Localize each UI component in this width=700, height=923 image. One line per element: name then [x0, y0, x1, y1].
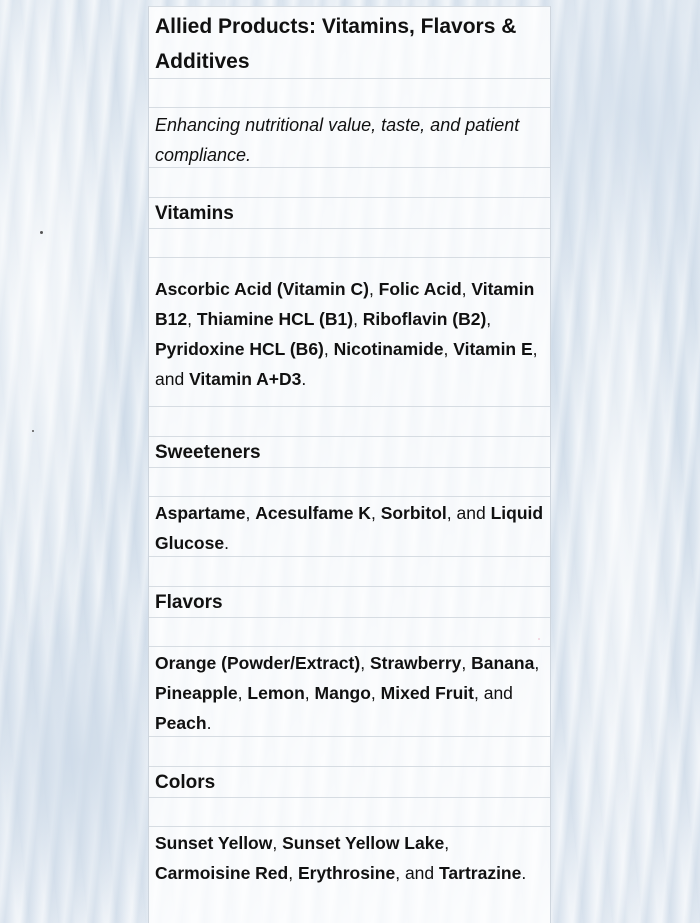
section-heading-colors: Colors [155, 772, 216, 793]
list-item: Mixed Fruit [380, 683, 474, 703]
list-item: Pyridoxine HCL (B6) [155, 339, 324, 359]
section-list-sweeteners: Aspartame, Acesulfame K, Sorbitol, and Liquid Glucose. [155, 503, 544, 553]
section-list-colors: Sunset Yellow, Sunset Yellow Lake, Carmoisine Red, Erythrosine, and Tartrazine. [155, 833, 527, 883]
page-title: Allied Products: Vitamins, Flavors & Additives [155, 15, 517, 73]
section-list-flavors: Orange (Powder/Extract), Strawberry, Banana, Pineapple, Lemon, Mango, Mixed Fruit, and Peach. [155, 653, 540, 733]
section-list-vitamins: Ascorbic Acid (Vitamin C), Folic Acid, Vitamin B12, Thiamine HCL (B1), Riboflavin (B2), Pyridoxine HCL (B6), Nicotinamide, Vitamin E, and Vitamin A+D3. [155, 279, 538, 389]
list-item: Orange (Powder/Extract) [155, 653, 361, 673]
background-speck [32, 430, 34, 432]
list-item: Vitamin B12 [155, 279, 535, 329]
list-item: Nicotinamide [333, 339, 444, 359]
list-item: Carmoisine Red [155, 863, 289, 883]
list-item: Aspartame [155, 503, 246, 523]
page-subtitle: Enhancing nutritional value, taste, and patient compliance. [155, 115, 520, 165]
list-item: Riboflavin (B2) [362, 309, 487, 329]
list-item: Ascorbic Acid (Vitamin C) [155, 279, 369, 299]
section-heading-flavors: Flavors [155, 592, 223, 613]
list-item: Pineapple [155, 683, 238, 703]
list-item: Banana [471, 653, 535, 673]
list-item: Acesulfame K [255, 503, 371, 523]
list-item: Folic Acid [378, 279, 462, 299]
list-item: Vitamin A+D3 [189, 369, 302, 389]
list-item: Sunset Yellow Lake [282, 833, 445, 853]
list-item: Peach [155, 713, 207, 733]
section-heading-sweeteners: Sweeteners [155, 442, 261, 463]
list-item: Strawberry [369, 653, 462, 673]
list-item: Sunset Yellow [155, 833, 273, 853]
list-item: Thiamine HCL (B1) [196, 309, 354, 329]
content-panel [148, 6, 551, 923]
list-item: Liquid Glucose [155, 503, 544, 553]
list-item: Lemon [247, 683, 305, 703]
section-heading-vitamins: Vitamins [155, 203, 234, 224]
list-item: Mango [314, 683, 371, 703]
list-item: Tartrazine [439, 863, 522, 883]
list-item: Sorbitol [380, 503, 447, 523]
list-item: Vitamin E [453, 339, 533, 359]
list-item: Erythrosine [297, 863, 396, 883]
background-speck [40, 231, 43, 234]
